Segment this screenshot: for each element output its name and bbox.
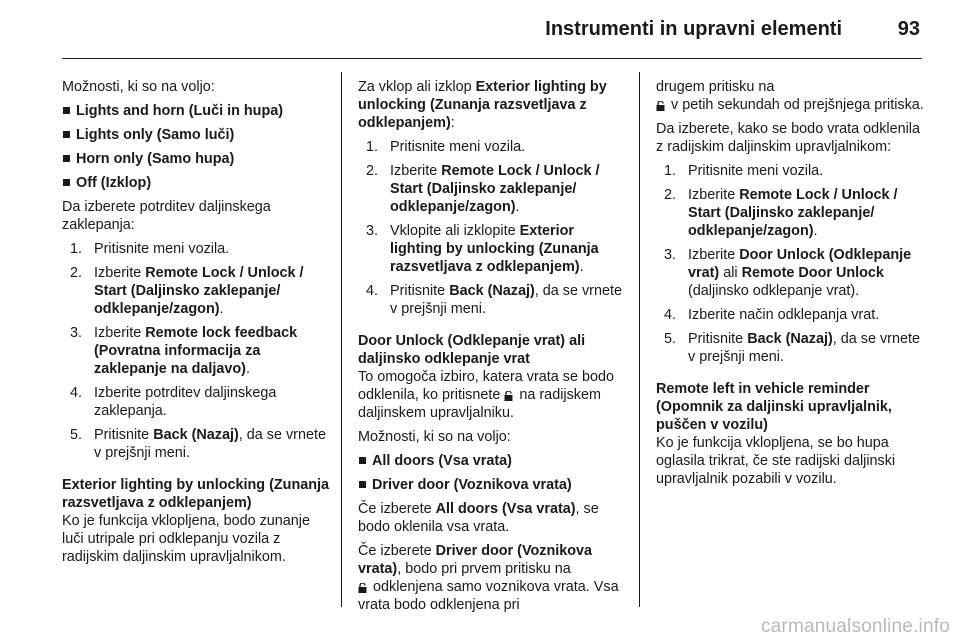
section-body: Ko je funkcija vklopljena, bodo zunanje luči utripale pri odklepanju vozila z radijskim daljinskim upravljalnikom. [62, 513, 311, 565]
step-item [664, 186, 924, 240]
intro-menu-label: Exterior lighting by unlocking (Zunanja razsvetljava z odklepanjem) [358, 79, 607, 131]
body-text: To omogoča izbiro, katera vrata se bodo odklenila, ko pritisnete [358, 369, 614, 403]
step-text: Vklopite ali izklopite [390, 223, 520, 239]
step-number: 4. [366, 283, 379, 299]
section-heading: Door Unlock (Odklepanje vrat) ali daljinsko odklepanje vrat [358, 333, 586, 367]
note-text-mid: , bodo pri prvem pritisku na [397, 561, 571, 577]
step-text: Izberite [688, 187, 740, 203]
step-number: 1. [664, 163, 677, 179]
step-number: 4. [70, 385, 83, 401]
step-text-end: . [245, 361, 250, 377]
driver-note [358, 542, 626, 614]
step-item [366, 222, 626, 276]
step-text: Pritisnite [94, 427, 154, 443]
step-item [70, 240, 330, 258]
select-intro: Da izberete, kako se bodo vrata odklenila z radijskim daljinskim upravljalnikom: [656, 121, 920, 155]
step-number: 2. [70, 265, 83, 281]
step-item [664, 162, 924, 180]
step-item [366, 282, 626, 318]
step-text-end: . [219, 301, 224, 317]
step-text-end: . [813, 223, 818, 239]
step-menu-label: Remote lock feedback (Povratna informacija za zaklepanje na daljavo) [94, 325, 298, 377]
option-item: Off (Izklop) [62, 174, 330, 192]
note-menu-label: Driver door (Voznikova vrata) [358, 543, 593, 577]
unlock-icon [656, 101, 665, 110]
step-number: 3. [70, 325, 83, 341]
step-menu-label: Back (Nazaj) [153, 427, 239, 443]
confirm-intro: Da izberete potrditev daljinskega zaklepanja: [62, 199, 271, 233]
step-text-end: , da se vrnete v prejšnji meni. [688, 331, 920, 365]
step-number: 3. [366, 223, 379, 239]
step-item [366, 162, 626, 216]
note-text: Če izberete [358, 501, 436, 517]
step-item [664, 306, 924, 324]
unlock-icon [504, 391, 513, 400]
step-text: Izberite način odklepanja vrat. [688, 307, 880, 323]
step-menu-label: Back (Nazaj) [449, 283, 535, 299]
step-menu-label: Remote Lock / Unlock / Start (Daljinsko zaklepanje/ odklepanje/zagon) [94, 265, 304, 317]
step-number: 3. [664, 247, 677, 263]
step-number: 2. [664, 187, 677, 203]
step-menu-label: Exterior lighting by unlocking (Zunanja razsvetljava z odklepanjem) [390, 223, 599, 275]
step-text: Pritisnite [688, 331, 748, 347]
continued-text [656, 78, 924, 114]
step-text-end: . [579, 259, 584, 275]
step-text: Izberite [688, 247, 740, 263]
step-menu-label: Remote Lock / Unlock / Start (Daljinsko zaklepanje/ odklepanje/zagon) [688, 187, 898, 239]
step-text: Pritisnite [390, 283, 450, 299]
note-text-end: , se bodo oklenila vsa vrata. [358, 501, 599, 535]
step-text: Izberite potrditev daljinskega zaklepanja. [94, 385, 277, 419]
step-item [366, 138, 626, 156]
cont-text-end: v petih sekundah od prejšnjega pritiska. [667, 97, 924, 113]
column-divider-1 [341, 72, 342, 607]
column-1 [62, 78, 330, 572]
step-menu-label: Back (Nazaj) [747, 331, 833, 347]
intro-text-end: : [450, 115, 455, 131]
step-menu-label-alt: Remote Door Unlock [741, 265, 884, 281]
page-header [0, 0, 960, 60]
step-text: Pritisnite meni vozila. [688, 163, 824, 179]
step-text-end: . [515, 199, 520, 215]
options-intro: Možnosti, ki so na voljo: [358, 429, 511, 445]
header-divider [62, 58, 922, 59]
step-text-end: , da se vrnete v prejšnji meni. [390, 283, 622, 317]
note-text-end: odklenjena samo voznikova vrata. Vsa vrata bodo odklenjena pri [358, 579, 619, 613]
note-menu-label: All doors (Vsa vrata) [435, 501, 576, 517]
step-text: Pritisnite meni vozila. [94, 241, 230, 257]
step-text-end: (daljinsko odklepanje vrat). [688, 283, 860, 299]
step-menu-label: Remote Lock / Unlock / Start (Daljinsko zaklepanje/ odklepanje/zagon) [390, 163, 600, 215]
section-heading: Remote left in vehicle reminder (Opomnik za daljinski upravljalnik, puščen v vozilu) [656, 381, 892, 433]
step-item [70, 264, 330, 318]
step-item [70, 384, 330, 420]
step-number: 2. [366, 163, 379, 179]
column-2 [358, 78, 626, 620]
option-item: Horn only (Samo hupa) [62, 150, 330, 168]
step-item [664, 246, 924, 300]
step-text: Izberite [94, 265, 146, 281]
step-item [70, 426, 330, 462]
option-item: All doors (Vsa vrata) [358, 452, 626, 470]
cont-text: drugem pritisku na [656, 79, 775, 95]
step-text: Izberite [94, 325, 146, 341]
alldoors-note [358, 500, 626, 536]
section-body [358, 368, 626, 422]
step-text-end: , da se vrnete v prejšnji meni. [94, 427, 326, 461]
option-item: Lights and horn (Luči in hupa) [62, 102, 330, 120]
step-number: 1. [70, 241, 83, 257]
unlock-icon [358, 583, 367, 592]
body-text-end: na radijskem daljinskem upravljalniku. [358, 387, 601, 421]
intro-text: Za vklop ali izklop [358, 79, 476, 95]
step-item [70, 324, 330, 378]
column-divider-2 [639, 72, 640, 607]
option-item: Driver door (Voznikova vrata) [358, 476, 626, 494]
step-menu-label: Door Unlock (Odklepanje vrat) [688, 247, 912, 281]
option-item: Lights only (Samo luči) [62, 126, 330, 144]
step-item [664, 330, 924, 366]
step-number: 5. [664, 331, 677, 347]
step-number: 4. [664, 307, 677, 323]
step-text-mid: ali [719, 265, 742, 281]
step-text: Izberite [390, 163, 442, 179]
section-title: Instrumenti in upravni elementi [545, 18, 842, 40]
section-heading: Exterior lighting by unlocking (Zunanja razsvetljava z odklepanjem) [62, 477, 330, 511]
note-text: Če izberete [358, 543, 436, 559]
column-3 [656, 78, 924, 494]
section-body: Ko je funkcija vklopljena, se bo hupa oglasila trikrat, če ste radijski daljinski upravljalnik pozabili v vozilu. [656, 435, 896, 487]
page-number: 93 [897, 18, 920, 40]
options-intro: Možnosti, ki so na voljo: [62, 79, 215, 95]
watermark[interactable]: carmanualsonline.info [760, 616, 950, 637]
toggle-intro [358, 78, 626, 132]
step-number: 1. [366, 139, 379, 155]
step-number: 5. [70, 427, 83, 443]
step-text: Pritisnite meni vozila. [390, 139, 526, 155]
